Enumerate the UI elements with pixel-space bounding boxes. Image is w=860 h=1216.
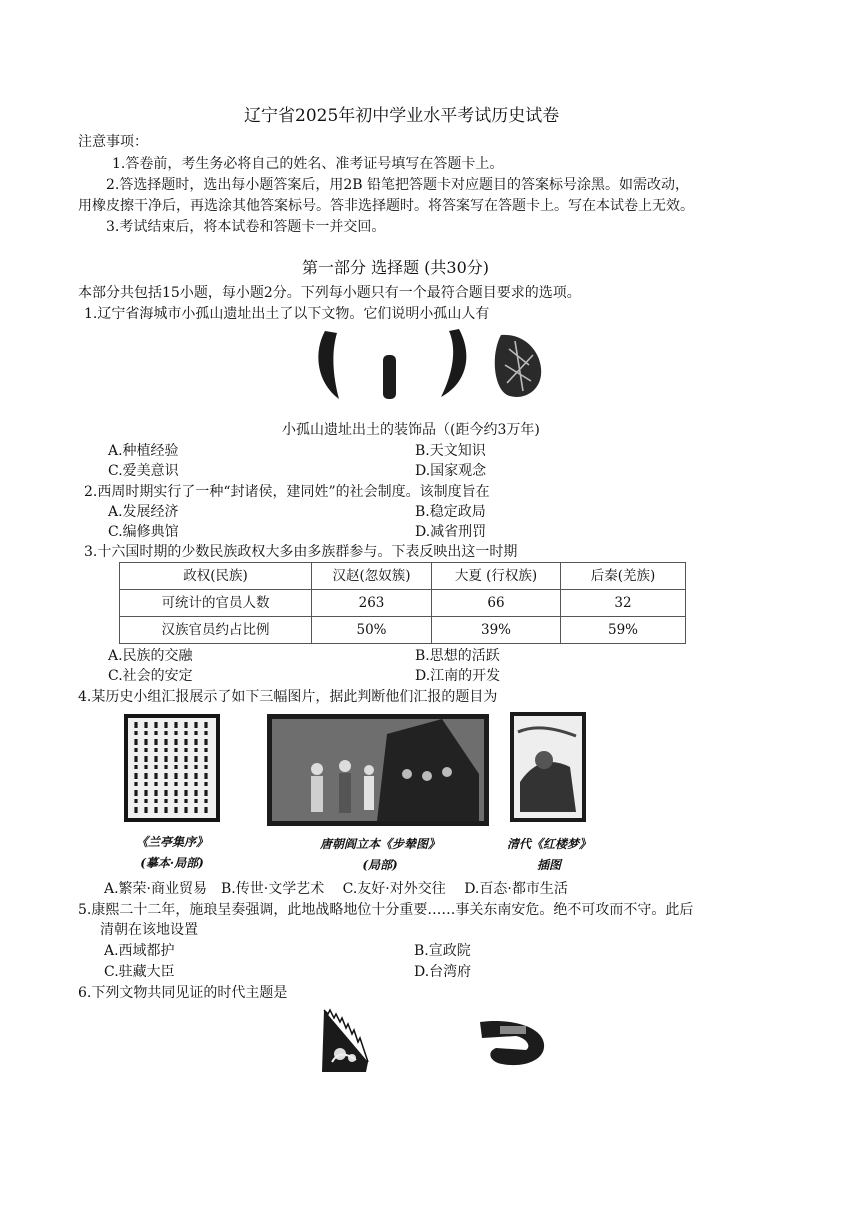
q4-stem: 4.某历史小组汇报展示了如下三幅图片，据此判断他们汇报的题目为 [78,689,498,705]
table-header-cell: 政权(民族) [120,563,312,590]
q4-caption-2a: 唐朝阎立本《步辇图》 [319,837,440,851]
table-cell: 50% [312,617,432,644]
q5-option-d: D.台湾府 [414,964,472,980]
q4-caption-1a: 《兰亭集序》 [135,835,208,849]
table-cell: 汉族官员约占比例 [120,617,312,644]
table-cell: 59% [561,617,686,644]
q1-caption: 小孤山遗址出土的装饰品（(距今约3万年) [282,422,540,438]
q2-option-d: D.减省刑罚 [415,524,487,540]
q3-stem: 3.十六国时期的少数民族政权大多由多族群参与。下表反映出这一时期 [84,544,518,560]
q2-stem: 2.西周时期实行了一种“封诸侯，建同姓”的社会制度。该制度旨在 [84,484,490,500]
q6-stem: 6.下列文物共同见证的时代主题是 [78,985,288,1001]
note-2a: 2.答选择题时，选出每小题答案后，用2B 铅笔把答题卡对应题目的答案标号涂黑。如需改动， [106,177,690,193]
note-1: 1.答卷前，考生务必将自己的姓名、准考证号填写在答题卡上。 [112,156,504,172]
q4-caption-3a: 清代《红楼梦》 [506,837,591,851]
q5-stem-b: 清朝在该地设置 [100,922,198,938]
ornament-crescent-2 [441,329,466,397]
table-header-cell: 后秦(羌族) [561,563,686,590]
q6-artifact-2-image [470,1016,550,1072]
ornament-disc [495,335,541,397]
q4-painting-image [267,714,489,826]
q3-option-a: A.民族的交融 [108,648,193,664]
table-cell: 263 [312,590,432,617]
q1-option-d: D.国家观念 [415,463,487,479]
q5-option-c: C.驻藏大臣 [104,964,175,980]
q4-caption-3b: 插图 [536,858,561,872]
q6-artifact-1-image [320,1004,370,1074]
q5-stem-a: 5.康熙二十二年，施琅呈奏强调，此地战略地位十分重要……事关东南安危。绝不可攻而不守。此后 [78,902,694,918]
q2-option-b: B.稳定政局 [415,504,486,520]
q2-option-c: C.编修典馆 [108,524,179,540]
q4-illustration-image [510,712,586,822]
note-3: 3.考试结束后，将本试卷和答题卡一并交回。 [106,219,386,235]
q5-option-b: B.宣政院 [414,943,471,959]
q5-option-a: A.西域都护 [104,943,175,959]
q1-ornaments-image [315,325,555,405]
q1-option-b: B.天文知识 [415,443,486,459]
q3-table [119,562,686,644]
table-cell: 32 [561,590,686,617]
part1-intro: 本部分共包括15小题，每小题2分。下列每小题只有一个最符合题目要求的选项。 [78,285,581,301]
q4-caption-1b: (摹本·局部) [140,856,204,870]
q2-option-a: A.发展经济 [108,504,179,520]
q4-options: A.繁荣·商业贸易 B.传世·文学艺术 C.友好·对外交往 D.百态·都市生活 [104,881,568,897]
table-row [120,590,686,617]
table-cell: 可统计的官员人数 [120,590,312,617]
table-cell: 39% [432,617,561,644]
q1-stem: 1.辽宁省海城市小孤山遗址出土了以下文物。它们说明小孤山人有 [84,306,490,322]
q3-option-c: C.社会的安定 [108,668,193,684]
q4-caption-2b: (局部) [362,858,398,872]
q1-option-a: A.种植经验 [108,443,179,459]
table-header-cell: 汉赵(忽奴簇) [312,563,432,590]
q4-calligraphy-image [124,714,220,822]
table-header-row [120,563,686,590]
ornament-crescent-1 [318,331,339,399]
q1-option-c: C.爱美意识 [108,463,179,479]
q3-option-b: B.思想的活跃 [415,648,500,664]
table-cell: 66 [432,590,561,617]
note-2b: 用橡皮擦干净后，再选涂其他答案标号。答非选择题时。将答案写在答题卡上。写在本试卷上无效。 [78,198,694,214]
q3-option-d: D.江南的开发 [415,668,501,684]
table-header-cell: 大夏 (行权族) [432,563,561,590]
notes-heading: 注意事项： [78,134,148,150]
exam-title: 辽宁省2025年初中学业水平考试历史试卷 [244,106,560,126]
ornament-bar [383,355,396,399]
part1-heading: 第一部分 选择题 (共30分) [302,258,490,277]
table-row [120,617,686,644]
